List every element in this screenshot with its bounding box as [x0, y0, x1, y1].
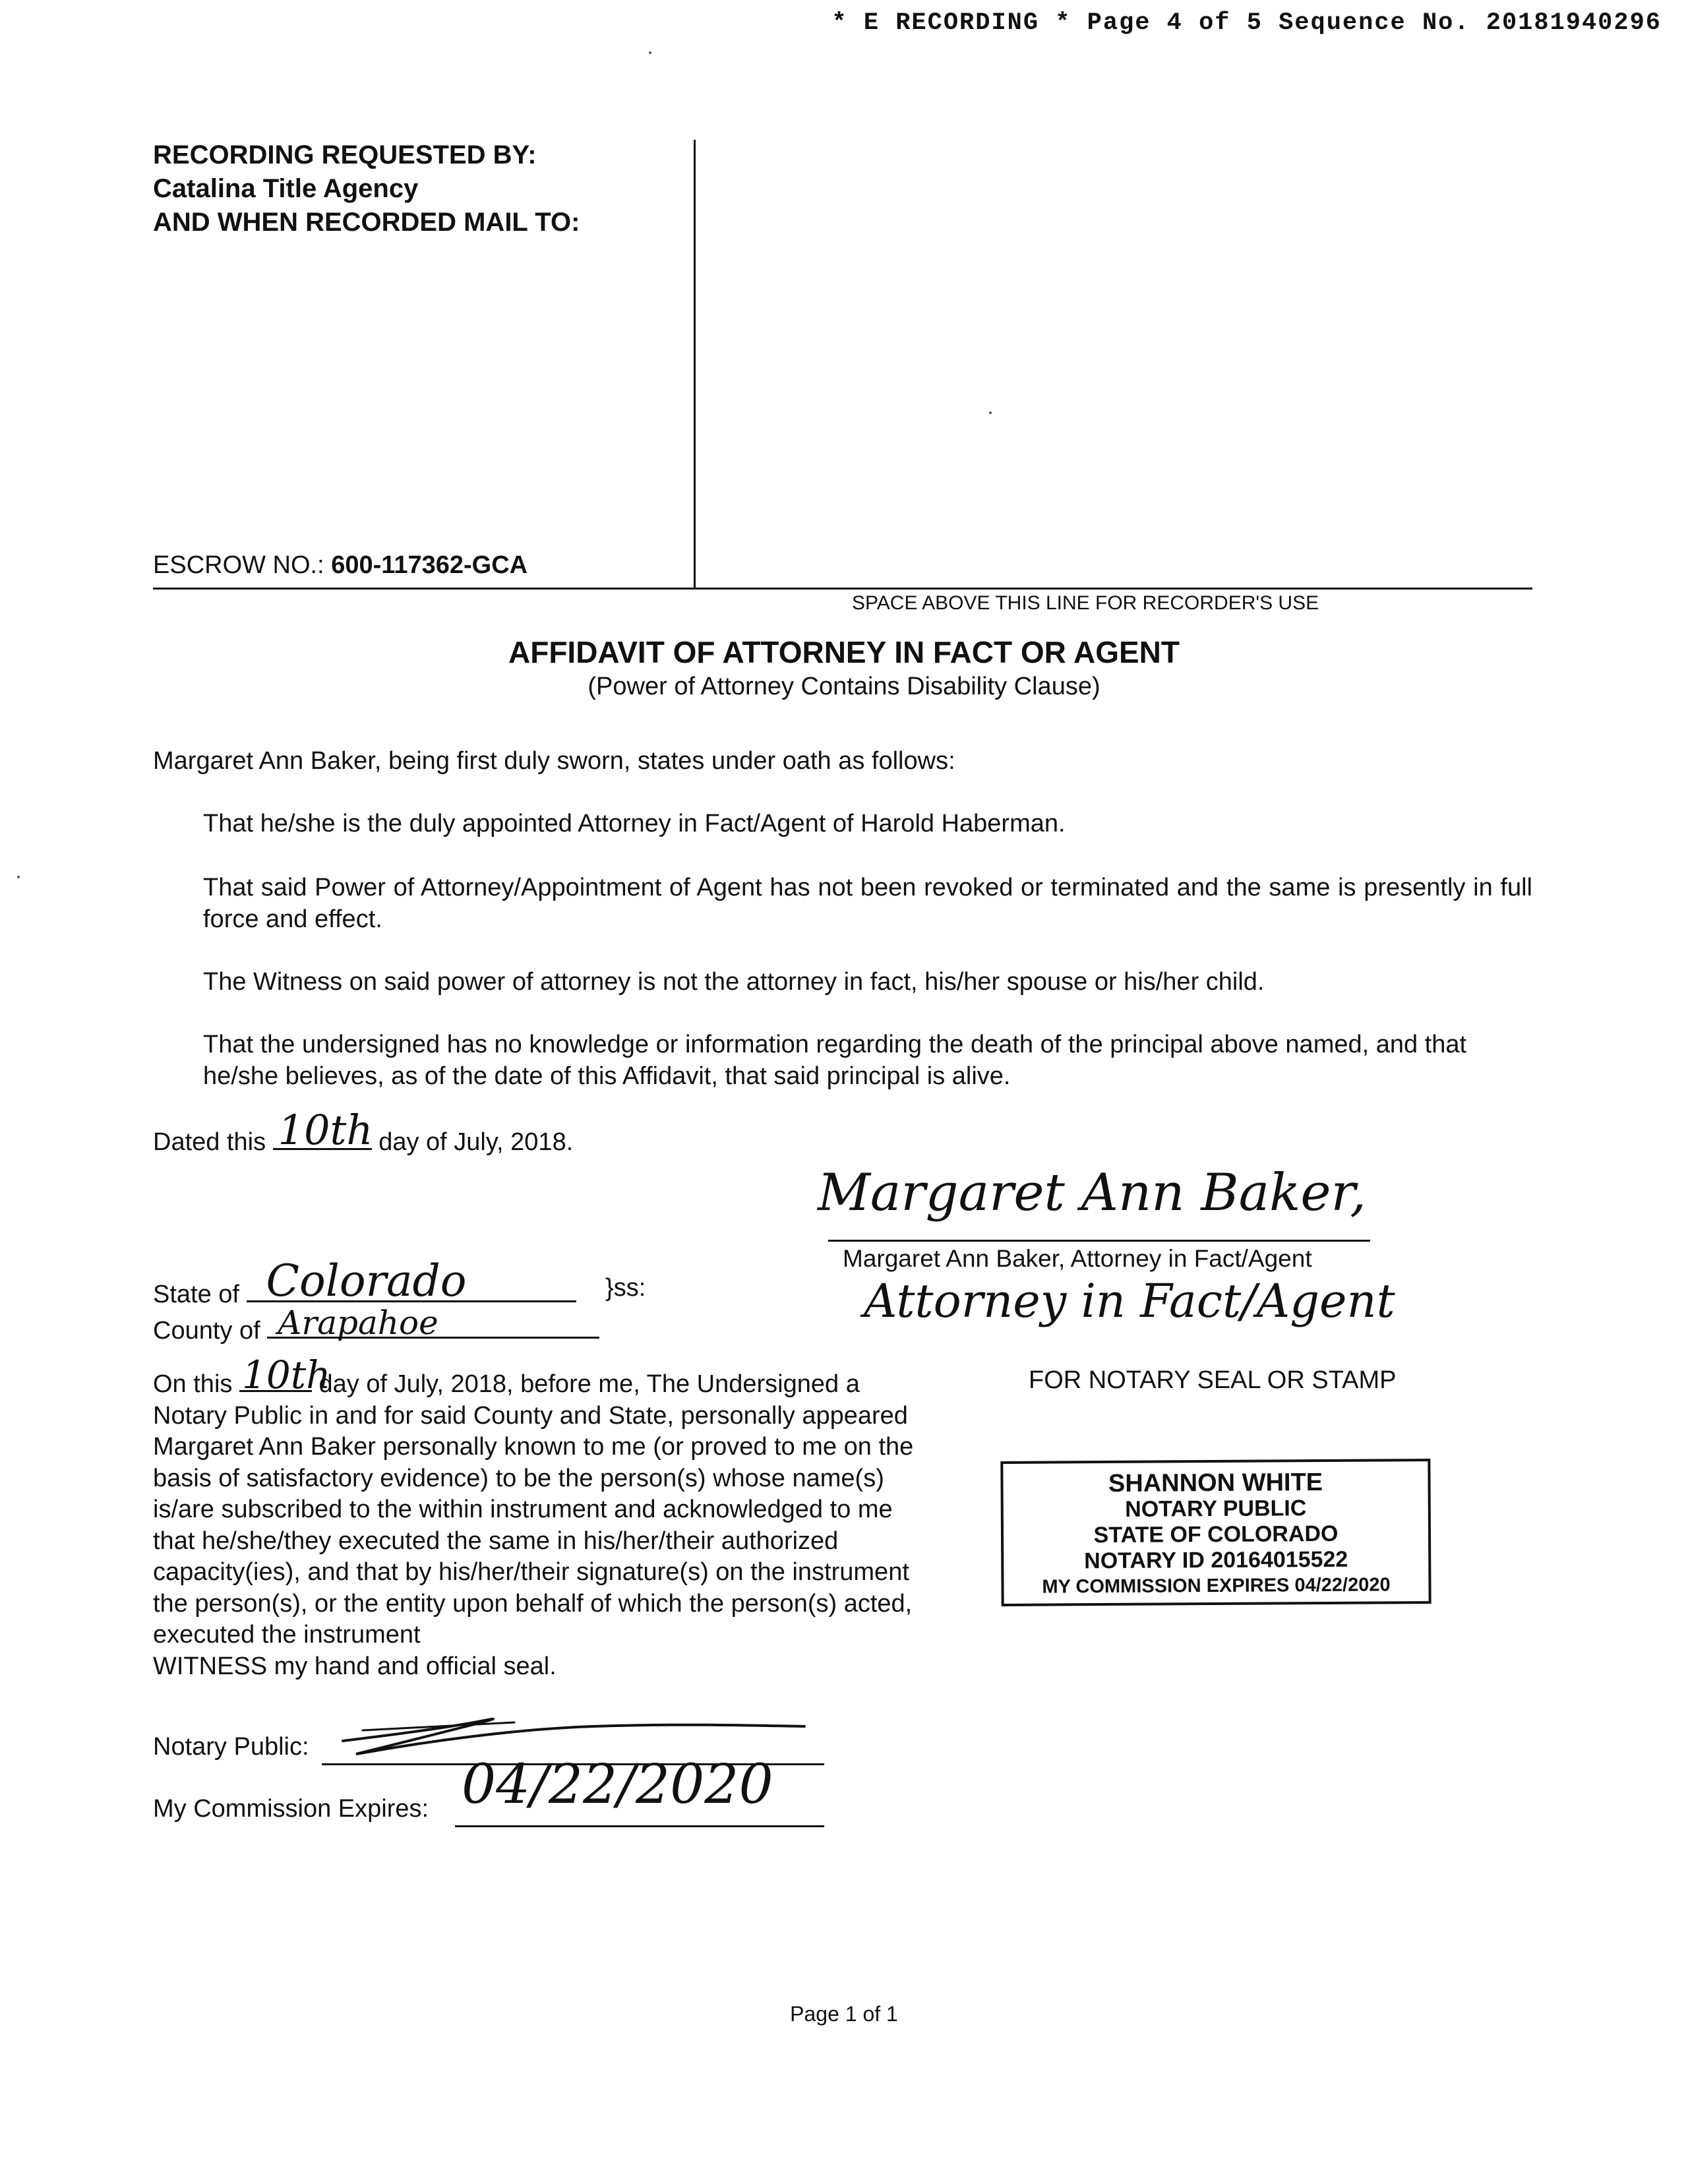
commission-handwriting: 04/22/2020 — [462, 1753, 773, 1816]
recorder-use-note: SPACE ABOVE THIS LINE FOR RECORDER'S USE — [852, 592, 1319, 614]
state-label: State of — [153, 1281, 239, 1308]
state-handwriting: Colorado — [266, 1256, 467, 1306]
recorder-divider-vertical — [694, 140, 696, 588]
county-row — [153, 1304, 599, 1347]
signature-title-text: Attorney in Fact/Agent — [864, 1274, 1395, 1328]
ack-day-handwriting: 10th — [241, 1352, 331, 1397]
oath-intro: Margaret Ann Baker, being first duly sworn, states under oath as follows: — [153, 747, 955, 775]
scan-speck — [649, 51, 651, 54]
signer-label: Margaret Ann Baker, Attorney in Fact/Agent — [843, 1245, 1312, 1272]
escrow-value: 600-117362-GCA — [331, 551, 528, 579]
acknowledgment-paragraph — [153, 1352, 931, 1682]
dated-day-handwriting: 10th — [278, 1106, 373, 1154]
escrow-label: ESCROW NO.: — [153, 551, 324, 579]
mail-to-label: AND WHEN RECORDED MAIL TO: — [153, 208, 580, 237]
requesting-company: Catalina Title Agency — [153, 174, 419, 203]
on-this-label: On this — [153, 1370, 233, 1398]
paragraph-witness: The Witness on said power of attorney is not the attorney in fact, his/her spouse or his/her child. — [203, 968, 1265, 996]
county-handwriting: Arapahoe — [278, 1304, 438, 1342]
dated-day-field — [273, 1106, 373, 1154]
stamp-id: NOTARY ID 20164015522 — [1084, 1546, 1348, 1574]
signature-handwriting — [818, 1163, 1367, 1223]
venue-block — [153, 1256, 599, 1347]
scan-speck — [989, 411, 992, 414]
state-field — [247, 1256, 576, 1306]
county-field — [267, 1304, 599, 1342]
scan-speck — [17, 876, 20, 878]
paragraph-not-revoked: That said Power of Attorney/Appointment of Agent has not been revoked or terminated and the same is presently in full force and effect. — [203, 874, 1532, 933]
ss-marker: }ss: — [605, 1274, 646, 1302]
dated-line — [153, 1106, 574, 1158]
paragraph-appointment: That he/she is the duly appointed Attorney in Fact/Agent of Harold Haberman. — [203, 810, 1066, 837]
seal-label: FOR NOTARY SEAL OR STAMP — [1029, 1366, 1397, 1394]
signature-name-handwriting: Margaret Ann Baker, — [818, 1163, 1367, 1223]
stamp-name: SHANNON WHITE — [1108, 1469, 1323, 1498]
commission-label: My Commission Expires: — [153, 1795, 429, 1823]
recording-header: * E RECORDING * Page 4 of 5 Sequence No. 20181940296 — [831, 9, 1662, 37]
signature-line — [828, 1240, 1370, 1242]
commission-line — [455, 1825, 824, 1827]
requested-by-label: RECORDING REQUESTED BY: — [153, 140, 537, 169]
stamp-title: NOTARY PUBLIC — [1125, 1496, 1307, 1522]
stamp-state: STATE OF COLORADO — [1093, 1521, 1339, 1548]
escrow-number — [153, 551, 528, 580]
notary-public-label: Notary Public: — [153, 1733, 309, 1761]
acknowledgment-text: day of July, 2018, before me, The Undersigned a Notary Public in and for said County and State, personally appeared Margaret Ann Baker personally known to me (or proved to me on the basis of satisfactory evidence) to be the person(s) whose name(s) is/are subscribed to the within instrument and acknowledged to me that he/she/they executed the same in his/her/their authorized capacity(ies), and that by his/her/their signature(s) on the instrument the person(s), or the entity upon behalf of which the person(s) acted, executed the instrument — [153, 1370, 914, 1649]
document-subtitle: (Power of Attorney Contains Disability Clause) — [588, 673, 1100, 700]
ack-day-field — [239, 1352, 331, 1397]
document-title: AFFIDAVIT OF ATTORNEY IN FACT OR AGENT — [508, 635, 1180, 669]
dated-suffix: day of July, 2018. — [378, 1128, 574, 1156]
county-label: County of — [153, 1317, 260, 1345]
recorder-divider-horizontal — [153, 588, 1532, 590]
dated-prefix: Dated this — [153, 1128, 266, 1156]
signature-title-handwriting — [864, 1274, 1395, 1328]
paragraph-principal-alive: That the undersigned has no knowledge or information regarding the death of the principal above named, and that he/she believes, as of the date of this Affidavit, that said principal is alive. — [203, 1031, 1467, 1090]
page-number: Page 1 of 1 — [790, 2002, 898, 2026]
recording-requested-block — [153, 138, 580, 239]
notary-stamp — [1000, 1459, 1431, 1606]
witness-line: WITNESS my hand and official seal. — [153, 1652, 557, 1680]
stamp-expiration: MY COMMISSION EXPIRES 04/22/2020 — [1042, 1574, 1391, 1598]
